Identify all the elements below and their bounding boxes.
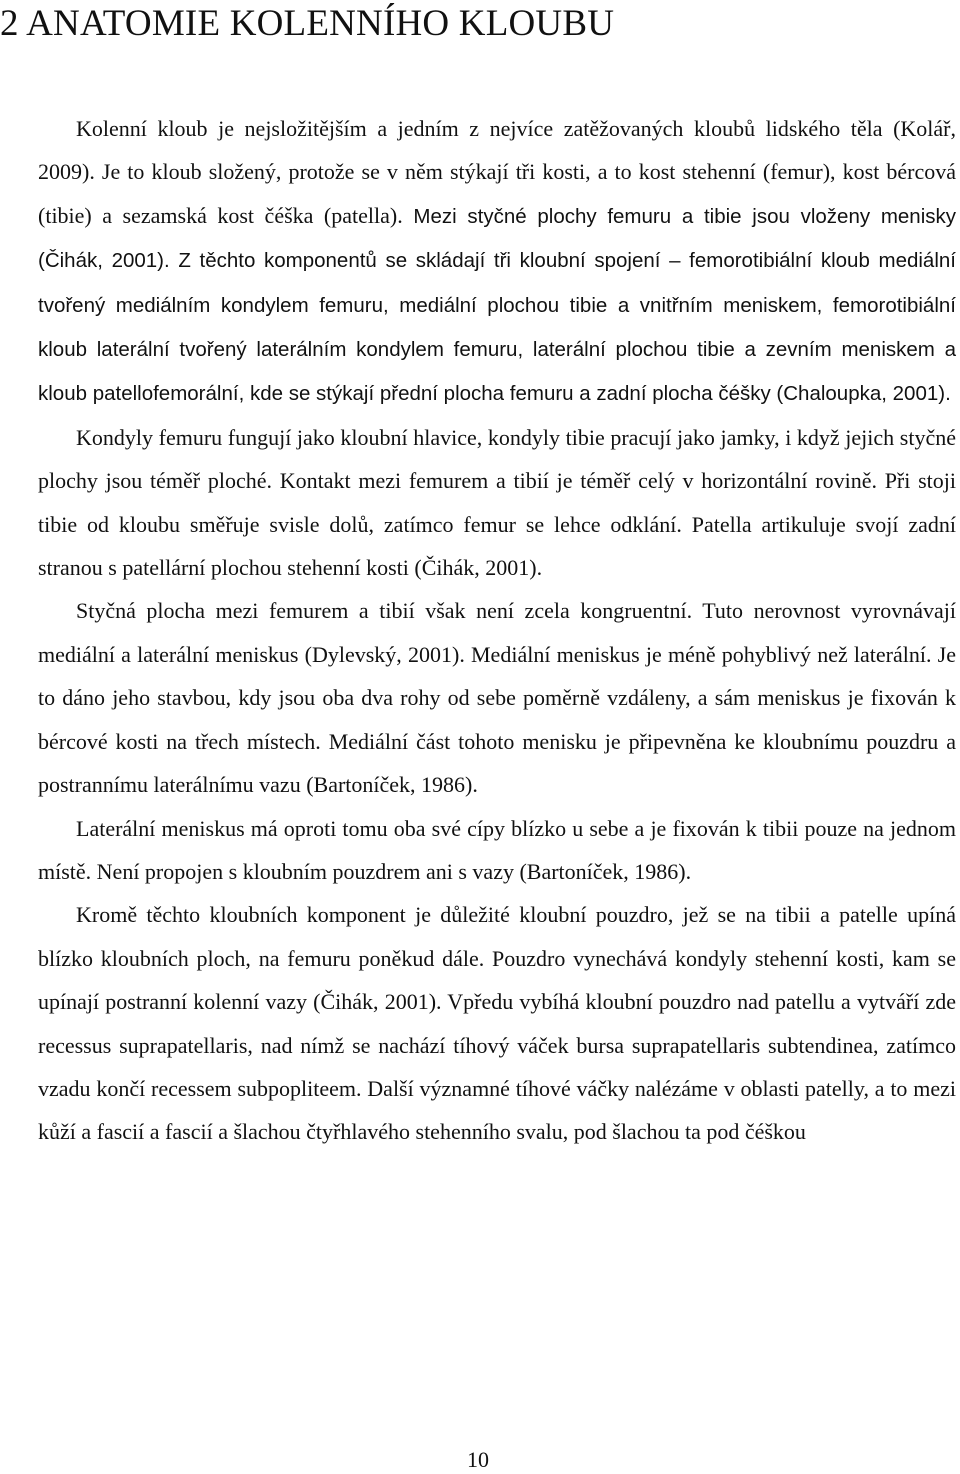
paragraph-5: Kromě těchto kloubních komponent je důležité kloubní pouzdro, jež se na tibii a patelle upíná blízko kloubních ploch, na femuru poněkud dále. Pouzdro vynechává kondyly stehenní kosti, kam se upínají postranní kolenní vazy (Čihák, 2001). Vpředu vybíhá kloubní pouzdro nad patellu a vytváří zde recessus suprapatellaris, nad nímž se nachází tíhový váček bursa suprapatellaris subtendinea, zatímco vzadu končí recessem subpopliteem. Další významné tíhové váčky nalézáme v oblasti patelly, a to mezi kůží a fascií a fascií a šlachou čtyřhlavého stehenního svalu, pod šlachou ta pod čéškou	[38, 902, 956, 1145]
page-number: 10	[467, 1447, 489, 1472]
paragraph-1	[38, 107, 956, 416]
paragraph-1-part-b: Mezi styčné plochy femuru a tibie jsou vloženy menisky (Čihák, 2001).	[38, 204, 956, 273]
body-text	[38, 107, 956, 1154]
paragraph-4: Laterální meniskus má oproti tomu oba své cípy blízko u sebe a je fixován k tibii pouze na jednom místě. Není propojen s kloubním pouzdrem ani s vazy (Bartoníček, 1986).	[38, 815, 956, 884]
paragraph-1-part-a: Kolenní kloub je nejsložitějším a jedním z nejvíce zatěžovaných kloubů lidského těla (Kolář, 2009). Je to kloub složený, protože se v něm stýkají tři kosti, a to kost stehenní (femur), kost bércová (tibie) a sezamská kost čéška (patella).	[38, 116, 956, 228]
paragraph-2: Kondyly femuru fungují jako kloubní hlavice, kondyly tibie pracují jako jamky, i když jejich styčné plochy jsou téměř ploché. Kontakt mezi femurem a tibií je téměř celý v horizontální rovině. Při stoji tibie od kloubu směřuje svisle dolů, zatímco femur se lehce odklání. Patella artikuluje svojí zadní stranou s patellární plochou stehenní kosti (Čihák, 2001).	[38, 424, 956, 581]
chapter-heading: 2 ANATOMIE KOLENNÍHO KLOUBU	[0, 3, 615, 44]
paragraph-3: Styčná plocha mezi femurem a tibií však není zcela kongruentní. Tuto nerovnost vyrovnávají mediální a laterální meniskus (Dylevský, 2001). Mediální meniskus je méně pohyblivý než laterální. Je to dáno jeho stavbou, kdy jsou oba dva rohy od sebe poměrně vzdáleny, a sám meniskus je fixován k bércové kosti na třech místech. Mediální část tohoto menisku je připevněna ke kloubnímu pouzdru a postrannímu laterálnímu vazu (Bartoníček, 1986).	[38, 598, 956, 798]
paragraph-1-part-c: Z těchto komponentů se skládají tři kloubní spojení – femorotibiální kloub mediální tvořený mediálním kondylem femuru, mediální plochou tibie a vnitřním meniskem, femorotibiální kloub laterální tvořený laterálním kondylem femuru, laterální plochou tibie a zevním meniskem a kloub patellofemorální, kde se stýkají přední plocha femuru a zadní plocha čéšky (Chaloupka, 2001).	[38, 249, 956, 406]
